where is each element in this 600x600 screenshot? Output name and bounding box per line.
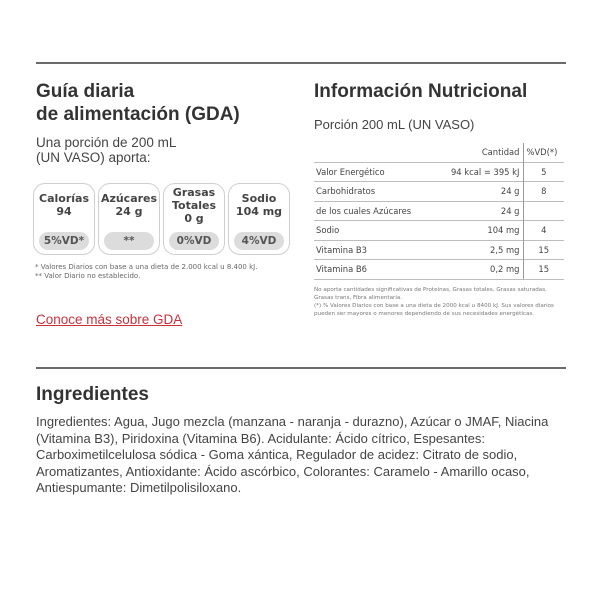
ingredients-title: Ingredientes [36, 384, 149, 405]
gda-box-total-fat [163, 183, 225, 255]
table-row [314, 201, 564, 221]
row-quantity: 104 mg [434, 221, 523, 241]
nutrition-footnotes [314, 286, 564, 318]
gda-box-vd-badge: 5%VD* [39, 232, 89, 250]
gda-title-line2: de alimentación (GDA) [36, 104, 240, 125]
gda-box-value: 104 mg [235, 205, 283, 218]
table-row [314, 260, 564, 280]
gda-footnote-1: * Valores Diarios con base a una dieta de 2.000 kcal u 8.400 kJ. [35, 263, 258, 271]
row-quantity: 2,5 mg [434, 240, 523, 260]
column-header-name [314, 143, 434, 162]
row-vd [523, 201, 564, 221]
row-name: Valor Energético [314, 162, 434, 182]
gda-box-value: 0 g [184, 212, 204, 225]
nutrition-footnote-2: (*) % Valores Diarios con base a una dieta de 2000 kcal u 8400 kJ. Sus valores diarios pueden ser mayores o menores dependiendo de sus necesidades energéticas. [314, 303, 554, 317]
gda-box-vd-badge: 0%VD [169, 232, 219, 250]
row-name: de los cuales Azúcares [314, 201, 434, 221]
row-vd: 4 [523, 221, 564, 241]
gda-boxes [33, 183, 290, 255]
nutrition-title: Información Nutricional [314, 81, 528, 102]
gda-box-value: 94 [56, 205, 72, 218]
nutrition-footnote-1: No aporta cantidades significativas de Proteínas, Grasas totales, Grasas saturadas, Grasas trans, Fibra alimentaria. [314, 287, 547, 301]
table-row [314, 221, 564, 241]
gda-box-vd-badge: ** [104, 232, 154, 250]
nutrition-portion: Porción 200 mL (UN VASO) [314, 117, 475, 132]
row-quantity: 0,2 mg [434, 260, 523, 280]
nutrition-table [314, 143, 564, 280]
column-header-vd: %VD(*) [526, 147, 558, 158]
row-name: Vitamina B6 [314, 260, 434, 280]
row-vd: 15 [523, 240, 564, 260]
row-vd: 8 [523, 182, 564, 202]
gda-box-vd-badge: 4%VD [234, 232, 284, 250]
row-vd: 5 [523, 162, 564, 182]
gda-footnote-2: ** Valor Diario no establecido. [35, 272, 141, 280]
row-name: Sodio [314, 221, 434, 241]
top-divider [36, 62, 566, 64]
gda-box-label-line2: Totales [171, 199, 217, 212]
table-header-row [314, 143, 564, 162]
middle-divider [36, 367, 566, 369]
gda-box-label: Grasas [172, 186, 216, 199]
row-vd: 15 [523, 260, 564, 280]
ingredients-text: Ingredientes: Agua, Jugo mezcla (manzana - naranja - durazno), Azúcar o JMAF, Niacina (Vitamina B3), Piridoxina (Vitamina B6). Acidulante: Ácido cítrico, Espesantes: Carboximetilcelulosa sódica - Goma xántica, Regulador de acidez: Citrato de sodio, Aromatizantes, Antioxidante: Ácido ascórbico, Colorantes: Caramelo - Amarillo ocaso, Antiespumante: Dimetilpolisiloxano. [36, 414, 549, 496]
gda-subtitle-line1: Una porción de 200 mL [36, 135, 177, 150]
row-name: Vitamina B3 [314, 240, 434, 260]
gda-subtitle-line2: (UN VASO) aporta: [36, 150, 151, 165]
learn-more-gda-link[interactable]: Conoce más sobre GDA [36, 312, 183, 327]
row-quantity: 24 g [434, 201, 523, 221]
gda-box-value: 24 g [115, 205, 143, 218]
table-row [314, 182, 564, 202]
gda-box-sodium [228, 183, 290, 255]
gda-box-calories [33, 183, 95, 255]
gda-footnotes [35, 263, 257, 281]
gda-box-label: Azúcares [100, 192, 158, 205]
row-quantity: 94 kcal = 395 kJ [434, 162, 523, 182]
row-quantity: 24 g [434, 182, 523, 202]
row-name: Carbohidratos [314, 182, 434, 202]
table-row [314, 240, 564, 260]
gda-subtitle [36, 135, 176, 165]
gda-box-sugars [98, 183, 160, 255]
gda-title-line1: Guía diaria [36, 81, 135, 102]
gda-title [36, 80, 240, 126]
column-header-quantity: Cantidad [434, 143, 523, 162]
gda-box-label: Sodio [241, 192, 277, 205]
table-row [314, 162, 564, 182]
gda-box-label: Calorías [39, 192, 89, 205]
